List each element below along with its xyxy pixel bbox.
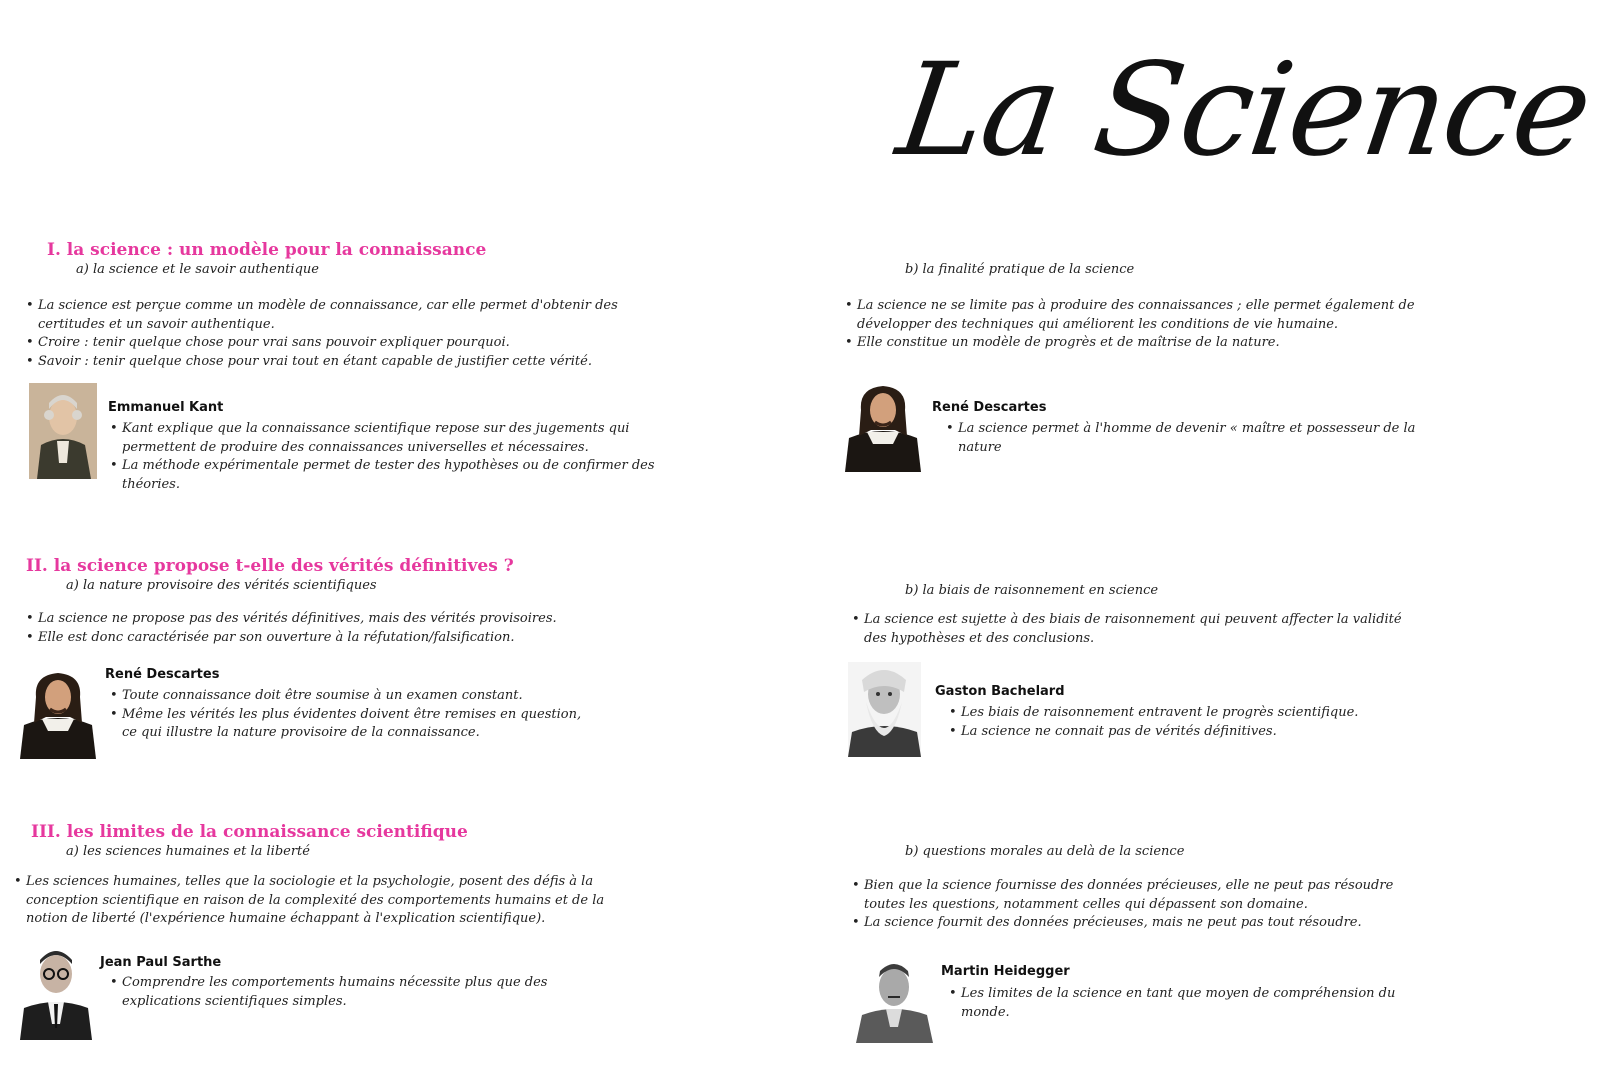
list-item: • La science est sujette à des biais de raisonnement qui peuvent affecter la validité des hypothèses et des conclusions. xyxy=(852,611,1412,648)
list-item: • La science est perçue comme un modèle de connaissance, car elle permet d'obtenir des certitudes et un savoir authentique. xyxy=(26,297,666,334)
section-2b-bullets xyxy=(852,611,1412,648)
bachelard-name: Gaston Bachelard xyxy=(935,684,1065,699)
bachelard-portrait xyxy=(848,662,921,757)
section-3b-subheading: b) questions morales au delà de la science xyxy=(905,844,1185,859)
descartes-name-1: René Descartes xyxy=(932,400,1047,415)
heidegger-name: Martin Heidegger xyxy=(941,964,1070,979)
heidegger-points xyxy=(949,985,1419,1022)
list-item: • Toute connaissance doit être soumise à un examen constant. xyxy=(110,687,590,706)
section-2a-bullets xyxy=(26,610,646,647)
list-item: • Croire : tenir quelque chose pour vrai sans pouvoir expliquer pourquoi. xyxy=(26,334,666,353)
section-3b-bullets xyxy=(852,877,1422,933)
list-item: • La science fournit des données précieuses, mais ne peut pas tout résoudre. xyxy=(852,914,1422,933)
descartes-points-1 xyxy=(946,420,1431,457)
section-1a-bullets xyxy=(26,297,666,371)
list-item: • Même les vérités les plus évidentes doivent être remises en question, ce qui illustre la nature provisoire de la connaissance. xyxy=(110,706,590,743)
section-2b-subheading: b) la biais de raisonnement en science xyxy=(905,583,1159,598)
list-item: • Les sciences humaines, telles que la sociologie et la psychologie, posent des défis à la conception scientifique en raison de la complexité des comportements humains et de la notion de liberté (l'expérience humaine échappant à l'explication scientifique). xyxy=(14,873,614,929)
kant-points xyxy=(110,420,680,494)
list-item: • Les biais de raisonnement entravent le progrès scientifique. xyxy=(949,704,1419,723)
bachelard-points xyxy=(949,704,1419,741)
list-item: • Kant explique que la connaissance scientifique repose sur des jugements qui permettent de produire des connaissances universelles et nécessaires. xyxy=(110,420,680,457)
section-1b-subheading: b) la finalité pratique de la science xyxy=(905,262,1135,277)
descartes-points-2 xyxy=(110,687,590,743)
sartre-name: Jean Paul Sarthe xyxy=(100,955,222,970)
section-3a-bullets xyxy=(14,873,614,929)
kant-portrait xyxy=(29,383,97,479)
descartes-portrait xyxy=(845,380,921,472)
section-2a-subheading: a) la nature provisoire des vérités scientifiques xyxy=(66,578,377,593)
section-3a-subheading: a) les sciences humaines et la liberté xyxy=(66,844,310,859)
section-1a-subheading: a) la science et le savoir authentique xyxy=(76,262,319,277)
kant-name: Emmanuel Kant xyxy=(108,400,224,415)
sartre-portrait xyxy=(20,944,92,1040)
list-item: • La science ne se limite pas à produire des connaissances ; elle permet également de développer des techniques qui améliorent les conditions de vie humaine. xyxy=(845,297,1430,334)
descartes-portrait-2 xyxy=(20,667,96,759)
list-item: • Comprendre les comportements humains nécessite plus que des explications scientifiques simples. xyxy=(110,974,600,1011)
list-item: • Bien que la science fournisse des données précieuses, elle ne peut pas résoudre toutes les questions, notamment celles qui dépassent son domaine. xyxy=(852,877,1422,914)
list-item: • Elle constitue un modèle de progrès et de maîtrise de la nature. xyxy=(845,334,1430,353)
page-title: La Science xyxy=(889,36,1599,185)
section-1-heading: I. la science : un modèle pour la connaissance xyxy=(47,240,487,260)
list-item: • La science ne connait pas de vérités définitives. xyxy=(949,723,1419,742)
list-item: • La science permet à l'homme de devenir « maître et possesseur de la nature xyxy=(946,420,1431,457)
list-item: • La science ne propose pas des vérités définitives, mais des vérités provisoires. xyxy=(26,610,646,629)
list-item: • Savoir : tenir quelque chose pour vrai tout en étant capable de justifier cette vérité. xyxy=(26,353,666,372)
section-3-heading: III. les limites de la connaissance scientifique xyxy=(31,822,468,842)
descartes-name-2: René Descartes xyxy=(105,667,220,682)
list-item: • Les limites de la science en tant que moyen de compréhension du monde. xyxy=(949,985,1419,1022)
list-item: • Elle est donc caractérisée par son ouverture à la réfutation/falsification. xyxy=(26,629,646,648)
section-1b-bullets xyxy=(845,297,1430,353)
heidegger-portrait xyxy=(856,957,933,1043)
list-item: • La méthode expérimentale permet de tester des hypothèses ou de confirmer des théories. xyxy=(110,457,680,494)
section-2-heading: II. la science propose t-elle des vérités définitives ? xyxy=(26,556,514,576)
sartre-points xyxy=(110,974,600,1011)
